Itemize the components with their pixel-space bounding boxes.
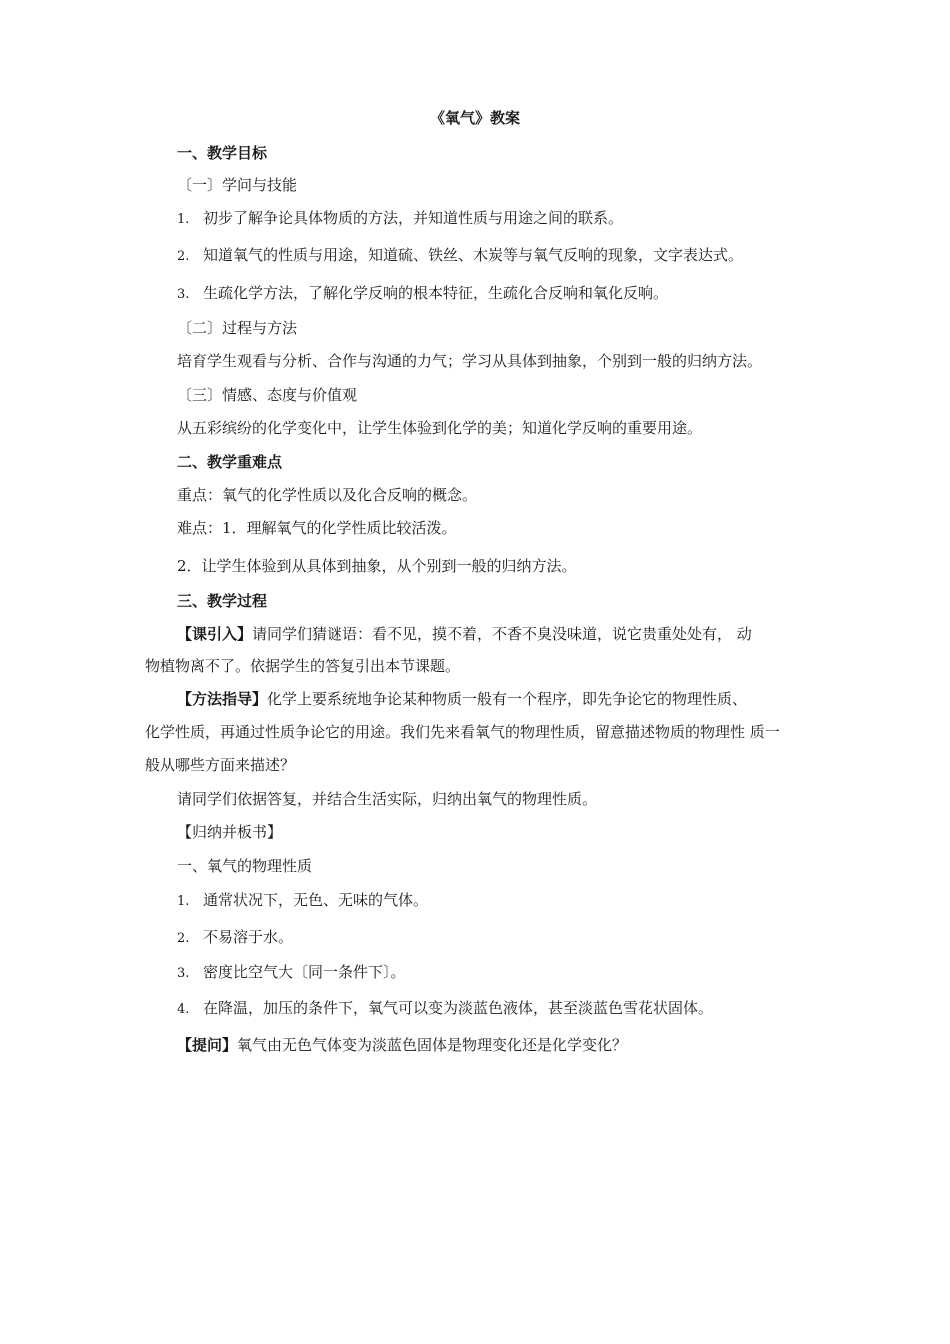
list-item <box>177 208 623 230</box>
paragraph-intro-cont: 物植物离不了。依据学生的答复引出本节课题。 <box>145 657 461 675</box>
list-number: 3. <box>177 966 190 981</box>
question-text: 氧气由无色气体变为淡蓝色固体是物理变化还是化学变化？ <box>237 1036 628 1054</box>
list-text: 通常状况下，无色、无味的气体。 <box>203 891 429 909</box>
list-item <box>177 245 743 267</box>
physical-properties-title: 一、氧气的物理性质 <box>177 857 313 875</box>
document-title: 《氧气》教案 <box>429 109 520 127</box>
list-item <box>177 890 428 912</box>
paragraph-method <box>177 689 747 709</box>
paragraph-intro <box>177 624 752 644</box>
list-item <box>177 927 293 949</box>
list-item <box>177 998 713 1020</box>
list-number: 1. <box>177 212 190 227</box>
paragraph-values: 从五彩缤纷的化学变化中，让学生体验到化学的美；知道化学反响的重要用途。 <box>177 419 703 437</box>
subheading-knowledge: 〔一〕学问与技能 <box>177 176 298 194</box>
board-tag: 【归纳并板书】 <box>177 823 283 841</box>
paragraph-summary-prompt: 请同学们依据答复，并结合生活实际，归纳出氧气的物理性质。 <box>177 790 598 808</box>
list-number: 1. <box>177 894 190 909</box>
section-heading-key-points: 二、教学重难点 <box>177 453 283 471</box>
list-item <box>177 962 406 984</box>
method-text: 化学上要系统地争论某种物质一般有一个程序，即先争论它的物理性质、 <box>267 690 748 708</box>
list-number: 4. <box>177 1002 190 1017</box>
method-tag: 【方法指导】 <box>177 690 268 708</box>
section-heading-objectives: 一、教学目标 <box>177 144 268 162</box>
list-text: 在降温，加压的条件下，氧气可以变为淡蓝色液体，甚至淡蓝色雪花状固体。 <box>203 999 714 1017</box>
intro-tag: 【课引入】 <box>177 625 253 643</box>
list-text: 密度比空气大〔同一条件下〕。 <box>203 963 406 981</box>
intro-text: 请同学们猜谜语：看不见，摸不着，不香不臭没味道，说它贵重处处有， 动 <box>252 625 752 643</box>
list-text: 知道氧气的性质与用途，知道硫、铁丝、木炭等与氧气反响的现象，文字表达式。 <box>203 246 744 264</box>
list-text: 不易溶于水。 <box>203 928 294 946</box>
list-text: 生疏化学方法，了解化学反响的根本特征，生疏化合反响和氧化反响。 <box>203 284 669 302</box>
paragraph-key-point: 重点：氧气的化学性质以及化合反响的概念。 <box>177 486 478 504</box>
list-item <box>177 283 668 305</box>
paragraph-process: 培育学生观看与分析、合作与沟通的力气；学习从具体到抽象，个别到一般的归纳方法。 <box>177 352 763 370</box>
list-number: 2. <box>177 931 190 946</box>
paragraph-question <box>177 1035 627 1055</box>
list-number: 3. <box>177 287 190 302</box>
section-heading-process: 三、教学过程 <box>177 592 268 610</box>
paragraph-difficult-1: 难点：1．理解氧气的化学性质比较活泼。 <box>177 519 457 537</box>
paragraph-method-cont-2: 般从哪些方面来描述？ <box>145 756 296 774</box>
subheading-values: 〔三〕情感、态度与价值观 <box>177 386 358 404</box>
paragraph-difficult-2: 2．让学生体验到从具体到抽象，从个别到一般的归纳方法。 <box>177 557 577 575</box>
list-number: 2. <box>177 249 190 264</box>
list-text: 初步了解争论具体物质的方法，并知道性质与用途之间的联系。 <box>203 209 624 227</box>
subheading-process: 〔二〕过程与方法 <box>177 319 298 337</box>
paragraph-method-cont-1: 化学性质，再通过性质争论它的用途。我们先来看氧气的物理性质，留意描述物质的物理性 质一 <box>145 723 780 741</box>
question-tag: 【提问】 <box>177 1036 238 1054</box>
